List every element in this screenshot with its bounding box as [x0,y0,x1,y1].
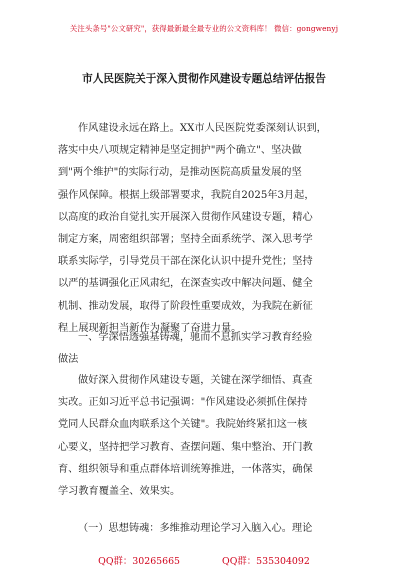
paragraph-line: 落实中央八项规定精神是坚定拥护"两个确立"、坚决做 [58,145,302,157]
paragraph-line: 做好深入贯彻作风建设专题，关键在深学细悟、真查 [78,375,313,386]
paragraph-line: 心要义，坚持把学习教育、查摆问题、集中整治、开门教 [58,441,313,453]
paragraph-line: 机制、推动发展，取得了阶段性重要成效，为我院在新征 [58,300,313,312]
heading-line: 一、学深悟透强基铸魂，驰而不息抓实学习教育经验 [78,332,313,343]
paragraph-line: 强作风保障。根据上级部署要求，我院自2025年3月起， [58,189,315,201]
paragraph-line: 联系实际学，引导党员干部在深化认识中提升党性；坚持 [58,256,313,268]
heading-line: 做法 [58,354,79,366]
paragraph-line: 学习教育覆盖全、效果实。 [58,485,181,497]
subsection-heading [58,518,360,540]
paragraph-line: 育、组织领导和重点群体培训统筹推进，一体落实，确保 [58,463,313,475]
paragraph-line: 以严的基调强化正风肃纪，在深查实改中解决问题、健全 [58,278,313,290]
paragraph-line: 实改。正如习近平总书记强调："作风建设必须抓住保持 [58,397,308,409]
paragraph-line: 制定方案，周密组织部署；坚持全面系统学、深入思考学 [58,233,313,245]
section-paragraph [58,370,360,503]
paragraph-line: 党同人民群众血肉联系这个关键"。我院始终紧扣这一核 [58,419,308,431]
paragraph-line: 到"两个维护"的实际行动，是推动医院高质量发展的坚 [58,167,302,179]
section-heading [58,327,360,371]
paragraph-line: 程上展现新担当新作为凝聚了奋进力量。 [58,322,242,334]
page-title: 市人民医院关于深入贯彻作风建设专题总结评估报告 [82,73,326,85]
paragraph-line: 作风建设永远在路上。XX市人民医院党委深刻认识到， [78,123,327,134]
paragraph-line: 以高度的政治自觉扎实开展深入贯彻作风建设专题，精心 [58,211,313,223]
footer-contacts [0,553,408,567]
qq-group-2: QQ群：535304092 [222,556,310,567]
header-notice: 关注头条号"公文研究"，获得最新最全最专业的公文资料库！ 微信：gongwenyj [69,24,339,33]
qq-group-1: QQ群：30265665 [98,556,181,567]
subsection-line: （一）思想铸魂：多维推动理论学习入脑入心。理论 [78,523,313,534]
intro-paragraph [58,118,360,340]
